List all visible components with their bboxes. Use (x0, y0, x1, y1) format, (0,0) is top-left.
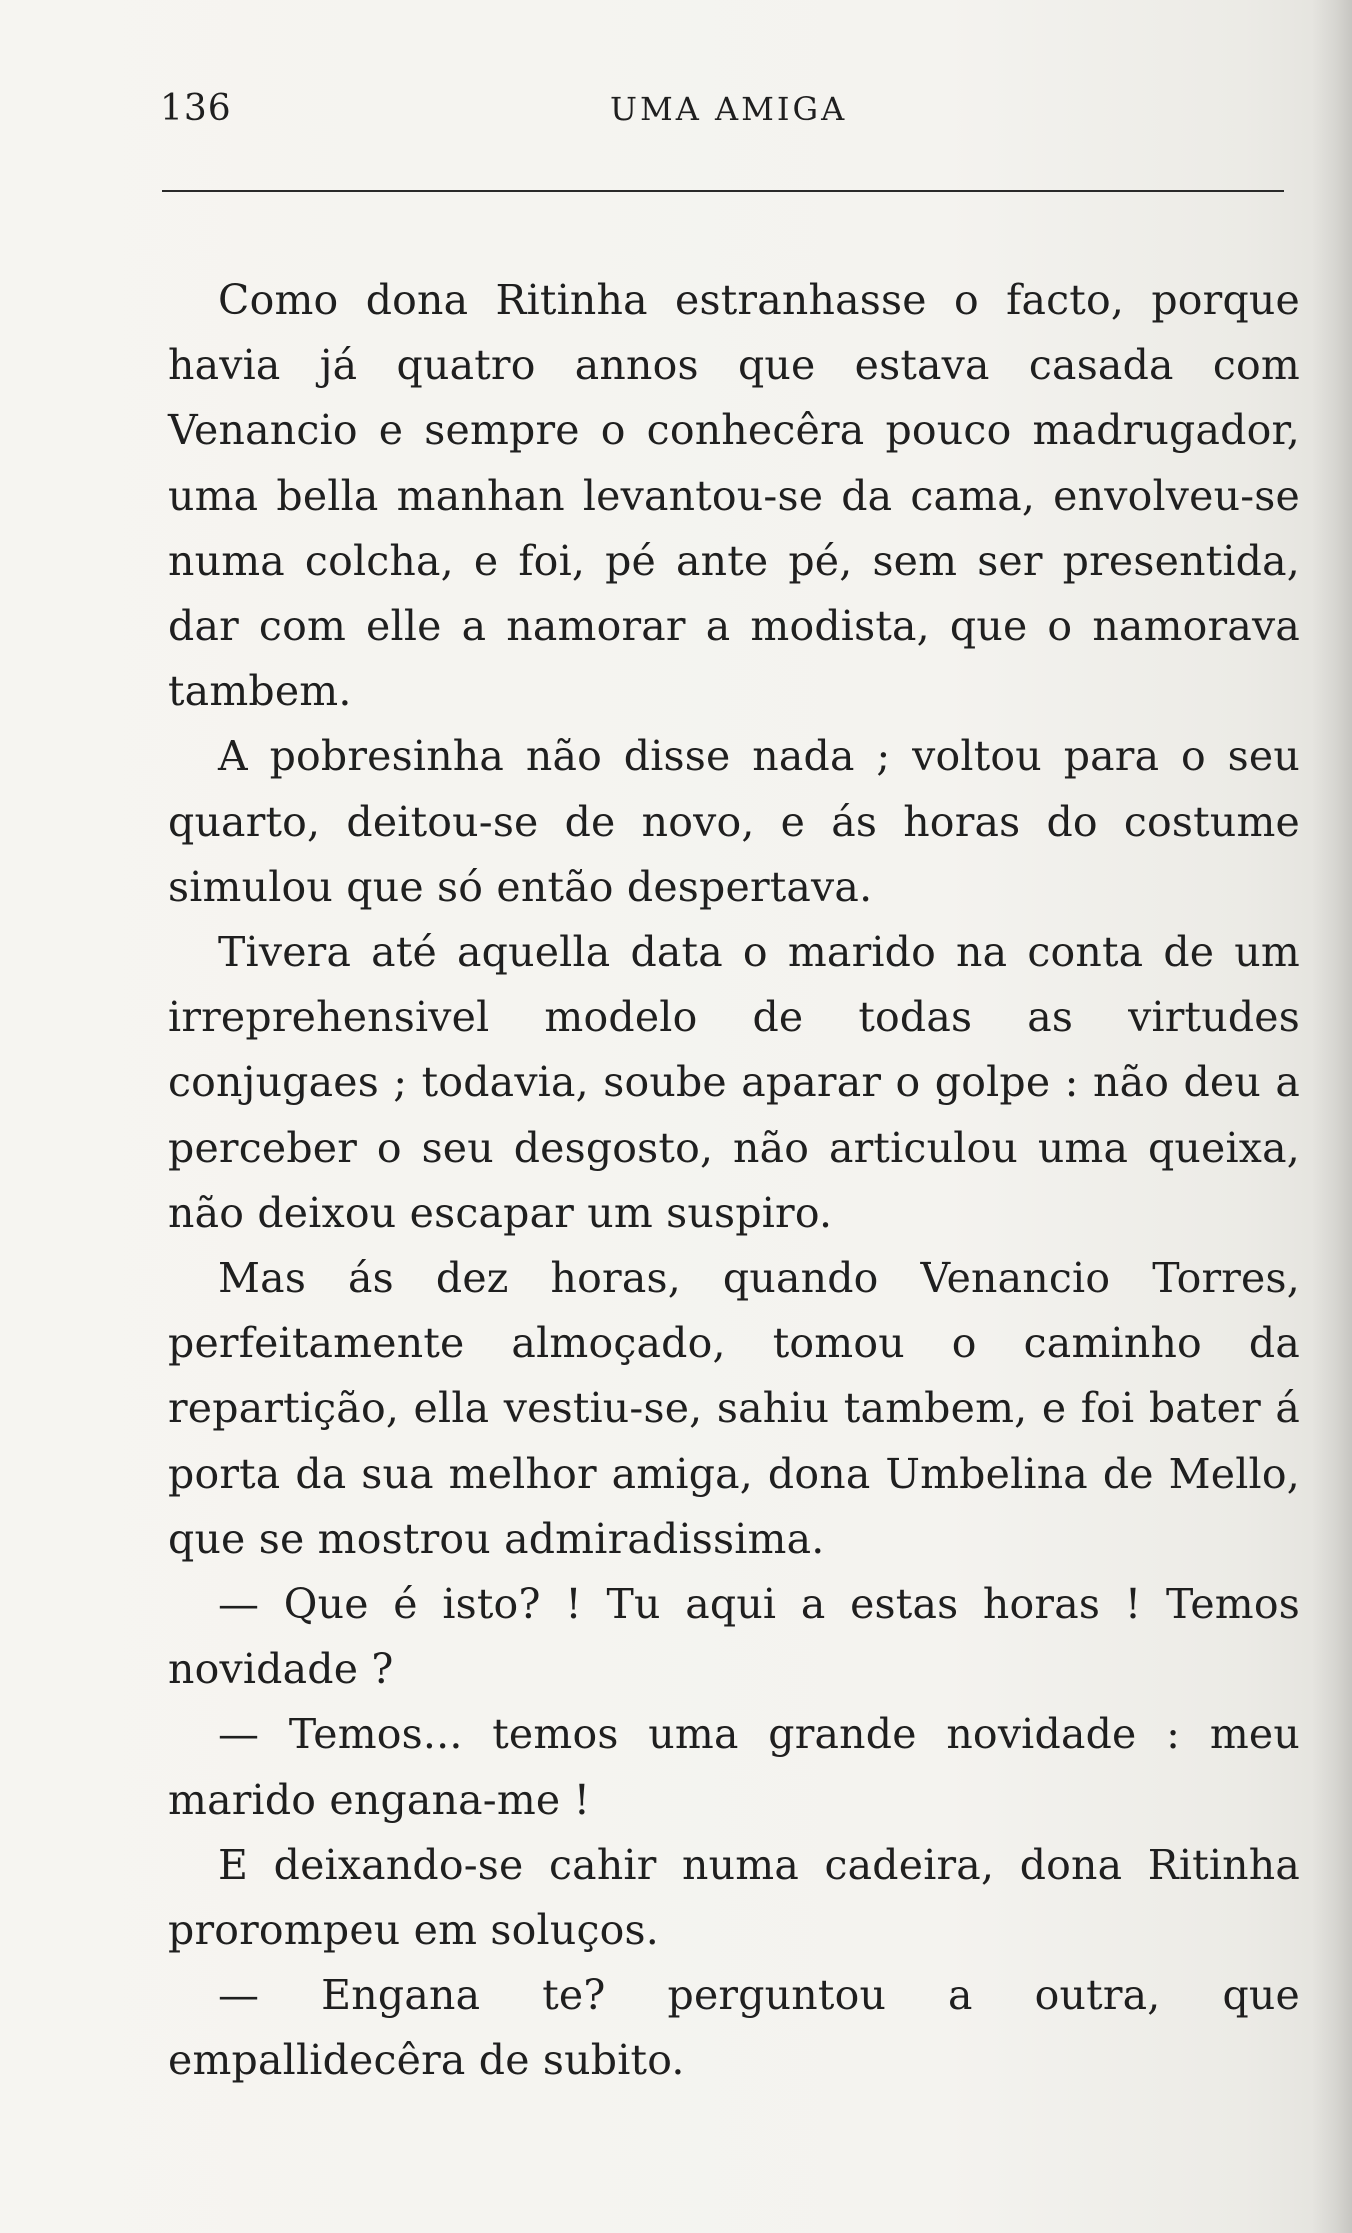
page-number: 136 (160, 88, 232, 129)
paragraph: — Temos... temos uma grande novidade : meu marido engana-me ! (168, 1710, 1300, 1824)
running-title: UMA AMIGA (610, 90, 848, 128)
paragraph: Como dona Ritinha estranhasse o facto, porque havia já quatro annos que estava casada com Venancio e sempre o conhecêra pouco madrugador, uma bella manhan levantou-se da cama, envolveu-se numa colcha, e foi, pé ante pé, sem ser presentida, dar com elle a namorar a modista, que o namorava tambem. (168, 276, 1300, 716)
paragraph: E deixando-se cahir numa cadeira, dona Ritinha prorompeu em soluços. (168, 1840, 1300, 1955)
page-header (160, 88, 1290, 138)
paragraph: Mas ás dez horas, quando Venancio Torres, perfeitamente almoçado, tomou o caminho da repartição, ella vestiu-se, sahiu tambem, e foi bater á porta da sua melhor amiga, dona Umbelina de Mello, que se mostrou admiradissima. (168, 1254, 1300, 1563)
paragraph: A pobresinha não disse nada ; voltou para o seu quarto, deitou-se de novo, e ás horas do costume simulou que só então despertava. (168, 732, 1300, 911)
header-rule (162, 190, 1284, 192)
paragraph: — Engana te? perguntou a outra, que empallidecêra de subito. (168, 1971, 1300, 2085)
page-edge-shadow (1312, 0, 1352, 2233)
body-text (168, 268, 1300, 2094)
paragraph: Tivera até aquella data o marido na conta de um irreprehensivel modelo de todas as virtudes conjugaes ; todavia, soube aparar o golpe : não deu a perceber o seu desgosto, não articulou uma queixa, não deixou escapar um suspiro. (168, 928, 1300, 1237)
paragraph: — Que é isto? ! Tu aqui a estas horas ! Temos novidade ? (168, 1580, 1300, 1694)
